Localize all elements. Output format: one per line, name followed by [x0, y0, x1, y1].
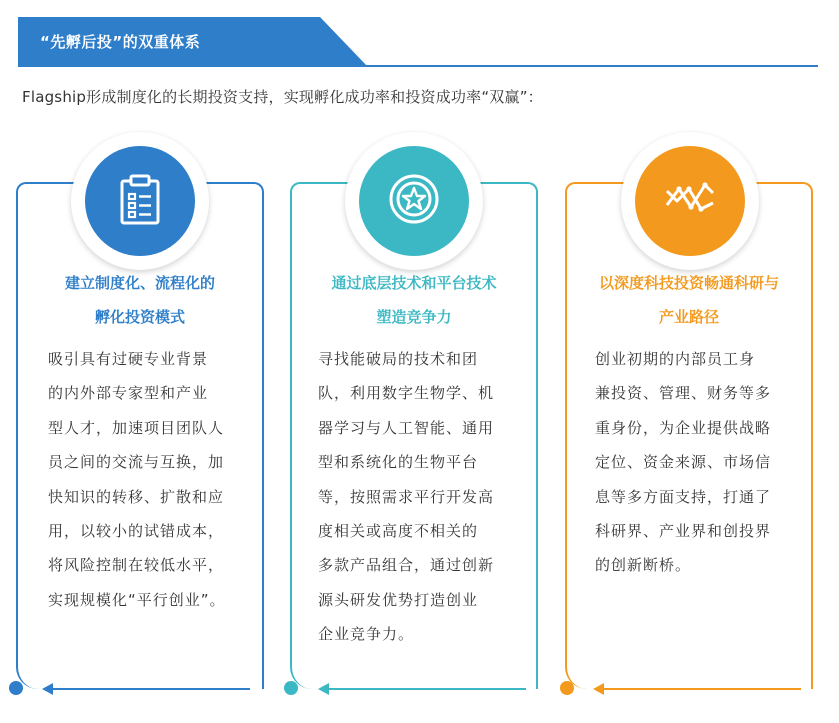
connector-line: [326, 688, 526, 690]
connector-dot: [9, 681, 23, 695]
connector-line: [50, 688, 250, 690]
star-badge-icon: [388, 173, 440, 229]
card-body: 吸引具有过硬专业背景 的内外部专家型和产业 型人才，加速项目团队人 员之间的交流与互换，加 快知识的转移、扩散和应 用，以较小的试错成本， 将风险控制在较低水平， 实现规模化“平行创业”。: [48, 350, 226, 609]
clipboard-icon: [117, 173, 163, 229]
section-title: “先孵后投”的双重体系: [40, 33, 201, 51]
header-divider: [18, 65, 818, 67]
trend-chart-icon: [663, 177, 717, 225]
icon-disc: [345, 132, 483, 270]
card-body: 寻找能破局的技术和团 队，利用数字生物学、机 器学习与人工智能、通用 型和系统化的生物平台 等，按照需求平行开发高 度相关或高度不相关的 多款产品组合，通过创新 源头研发优势打造创业 企业竞争力。: [318, 350, 495, 644]
icon-disc: [621, 132, 759, 270]
connector-line: [601, 688, 801, 690]
card-title: 通过底层技术和平台技术 塑造竞争力: [331, 274, 497, 326]
intro-text: Flagship形成制度化的长期投资支持，实现孵化成功率和投资成功率“双赢”：: [22, 88, 543, 106]
card-title: 以深度科技投资畅通科研与 产业路径: [598, 274, 779, 326]
connector-dot: [560, 681, 574, 695]
connector-dot: [284, 681, 298, 695]
card-body: 创业初期的内部员工身 兼投资、管理、财务等多 重身份，为企业提供战略 定位、资金来源、市场信 息等多方面支持，打通了 科研界、产业界和创投界 的创新断桥。: [595, 350, 772, 575]
card-title: 建立制度化、流程化的 孵化投资模式: [64, 274, 215, 326]
icon-disc: [71, 132, 209, 270]
